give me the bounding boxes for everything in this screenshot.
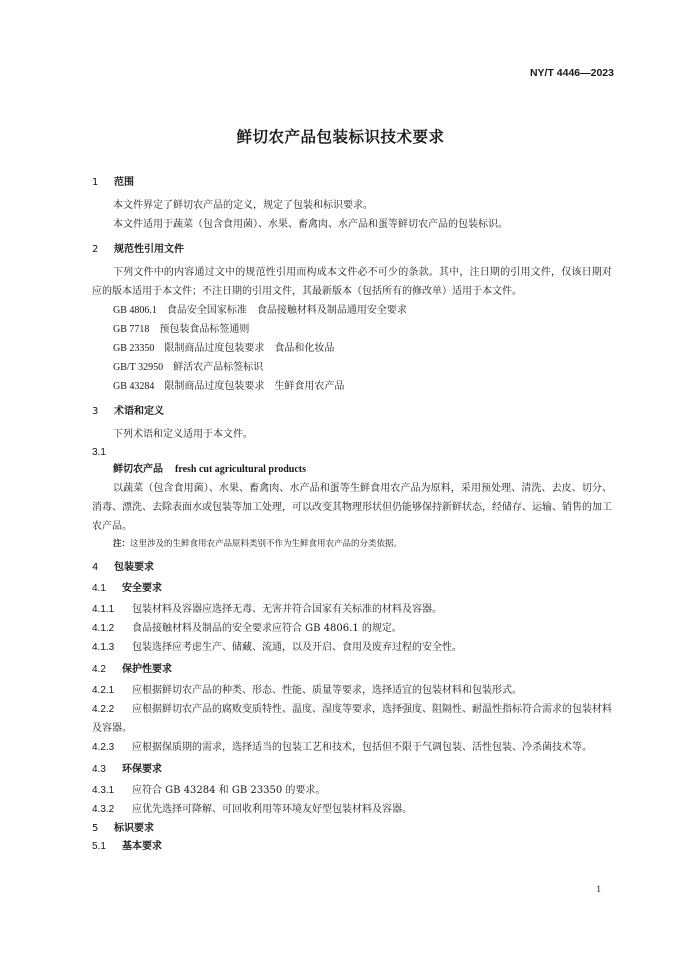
- reference-item: [92, 320, 612, 339]
- clause-text: 包装材料及容器应选择无毒、无害并符合国家有关标准的材料及容器。: [132, 604, 442, 615]
- reference-item: [92, 339, 612, 358]
- term-definition: 以蔬菜（包含食用菌）、水果、畜禽肉、水产品和蛋等生鲜食用农产品为原料，采用预处理、清洗、去皮、切分、消毒、漂洗、去除表面水或包装等加工处理，可以改变其物理形状但仍能够保持新鲜状态，经储存、运输、销售的加工农产品。: [92, 483, 612, 532]
- clause-number: 4.1.1: [92, 604, 115, 615]
- clause-text: 应根据鲜切农产品的腐败变质特性、温度、湿度等要求，选择强度、阻隔性、耐温性指标符合需求的包装材料及容器。: [92, 704, 612, 734]
- subsection-5-1-heading: [92, 839, 612, 855]
- reference-item: [92, 377, 612, 396]
- reference-item: [92, 301, 612, 320]
- section-number: 3: [92, 406, 99, 417]
- section-1-heading: [92, 176, 612, 190]
- section-title: 规范性引用文件: [114, 244, 184, 255]
- page-number: 1: [596, 885, 601, 895]
- clause-text: 食品接触材料及制品的安全要求应符合 GB 4806.1 的规定。: [132, 623, 402, 634]
- subsection-title: 基本要求: [122, 841, 162, 852]
- reference-code: GB 43284: [113, 381, 155, 392]
- clause-number: 4.2.1: [92, 685, 115, 696]
- section-title: 范围: [114, 177, 134, 188]
- reference-code: GB/T 32950: [113, 362, 164, 373]
- subsection-title: 保护性要求: [122, 664, 172, 675]
- subsection-4-2-heading: [92, 662, 612, 678]
- reference-title: 限制商品过度包装要求 生鲜食用农产品: [164, 381, 345, 392]
- term-number: 3.1: [92, 447, 106, 458]
- reference-title: 限制商品过度包装要求 食品和化妆品: [164, 343, 335, 354]
- section-title: 术语和定义: [114, 406, 164, 417]
- clause-text: 应优先选择可降解、可回收利用等环境友好型包装材料及容器。: [132, 804, 412, 815]
- clause-text: 应根据保质期的需求，选择适当的包装工艺和技术，包括但不限于气调包装、活性包装、冷杀菌技术等。: [132, 742, 592, 753]
- clause-number: 4.1.3: [92, 642, 115, 653]
- section-3-heading: [92, 405, 612, 419]
- subsection-4-3-heading: [92, 762, 612, 778]
- clause-text: 应符合 GB 43284 和 GB 23350 的要求。: [132, 785, 326, 796]
- subsection-number: 4.1: [92, 583, 106, 594]
- term-english: fresh cut agricultural products: [175, 464, 307, 475]
- reference-title: 预包装食品标签通则: [159, 324, 250, 335]
- section-5-heading: [92, 822, 612, 836]
- reference-code: GB 4806.1: [113, 305, 157, 316]
- term-name: [92, 461, 612, 479]
- section-title: 标识要求: [114, 823, 154, 834]
- clause-4-2-1: [92, 681, 612, 700]
- clause-4-1-1: [92, 600, 612, 619]
- reference-item: [92, 358, 612, 377]
- section-2-heading: [92, 243, 612, 257]
- section-number: 5: [92, 823, 99, 834]
- subsection-4-1-heading: [92, 581, 612, 597]
- section-number: 2: [92, 244, 99, 255]
- note-text: 这里涉及的生鲜食用农产品原料类别不作为生鲜食用农产品的分类依据。: [130, 539, 403, 549]
- terms-intro: 下列术语和定义适用于本文件。: [113, 429, 253, 440]
- term-note: [92, 536, 612, 552]
- standard-code: NY/T 4446—2023: [529, 67, 614, 79]
- section-number: 4: [92, 562, 99, 573]
- reference-code: GB 23350: [113, 343, 155, 354]
- clause-number: 4.1.2: [92, 623, 115, 634]
- document-body: [92, 176, 612, 858]
- scope-paragraph-1: 本文件界定了鲜切农产品的定义，规定了包装和标识要求。: [113, 200, 373, 211]
- document-title: 鲜切农产品包装标识技术要求: [236, 128, 445, 146]
- section-4-heading: [92, 561, 612, 575]
- clause-4-1-3: [92, 638, 612, 657]
- clause-number: 4.3.2: [92, 804, 115, 815]
- scope-paragraph-2: 本文件适用于蔬菜（包含食用菌）、水果、畜禽肉、水产品和蛋等鲜切农产品的包装标识。: [113, 219, 508, 230]
- clause-4-2-3: [92, 738, 612, 757]
- clause-text: 包装选择应考虑生产、储藏、流通，以及开启、食用及废弃过程的安全性。: [132, 642, 462, 653]
- subsection-number: 4.3: [92, 764, 106, 775]
- clause-number: 4.2.2: [92, 704, 115, 715]
- section-number: 1: [92, 177, 99, 188]
- reference-title: 鲜活农产品标签标识: [173, 362, 264, 373]
- clause-4-3-2: [92, 800, 612, 819]
- section-title: 包装要求: [114, 562, 154, 573]
- subsection-number: 4.2: [92, 664, 106, 675]
- subsection-title: 安全要求: [122, 583, 162, 594]
- term-chinese: 鲜切农产品: [113, 464, 163, 475]
- subsection-title: 环保要求: [122, 764, 162, 775]
- clause-4-2-2: [92, 700, 612, 738]
- clause-text: 应根据鲜切农产品的种类、形态、性能、质量等要求，选择适宜的包装材料和包装形式。: [132, 685, 522, 696]
- reference-title: 食品安全国家标准 食品接触材料及制品通用安全要求: [166, 305, 407, 316]
- note-label: 注：: [113, 539, 131, 549]
- clause-number: 4.2.3: [92, 742, 115, 753]
- references-intro: 下列文件中的内容通过文中的规范性引用而构成本文件必不可少的条款。其中，注日期的引用文件，仅该日期对应的版本适用于本文件；不注日期的引用文件，其最新版本（包括所有的修改单）适用于本文件。: [92, 267, 612, 297]
- clause-number: 4.3.1: [92, 785, 115, 796]
- reference-code: GB 7718: [113, 324, 150, 335]
- subsection-number: 5.1: [92, 841, 106, 852]
- clause-4-3-1: [92, 781, 612, 800]
- clause-4-1-2: [92, 619, 612, 638]
